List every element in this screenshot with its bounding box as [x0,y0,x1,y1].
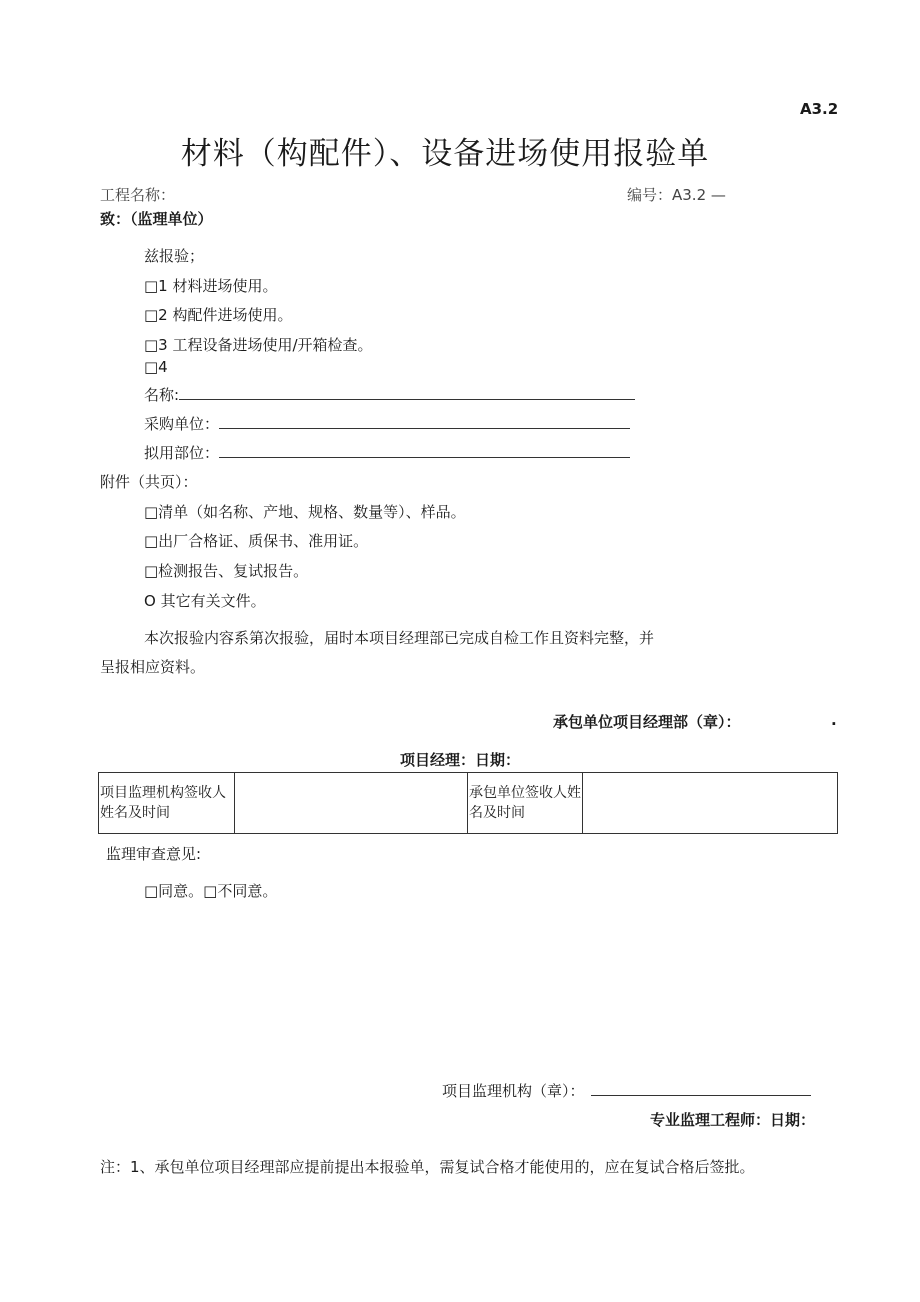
statement-line-2: 呈报相应资料。 [100,658,206,676]
table-row [99,773,838,834]
engineer-date-label: 专业监理工程师：日期： [650,1111,816,1129]
project-name-label: 工程名称： [100,186,176,204]
location-field-label: 拟用部位： [144,444,220,462]
review-decision-checkboxes[interactable]: □同意。□不同意。 [144,882,278,900]
form-number-label: 编号：A3.2 — [627,186,726,204]
supervision-seal-line[interactable] [591,1081,811,1096]
supervision-seal-row [442,1080,811,1101]
option-equipment-checkbox[interactable]: □3 工程设备进场使用/开箱检查。 [144,336,373,354]
footnote: 注：1、承包单位项目经理部应提前提出本报验单，需复试合格才能使用的，应在复试合格后签批。 [100,1158,755,1176]
name-field-line[interactable] [179,385,635,400]
form-code: A3.2 [800,100,839,118]
option-component-checkbox[interactable]: □2 构配件进场使用。 [144,306,293,324]
supervision-receiver-cell[interactable] [235,773,468,834]
intro-text: 兹报验； [144,247,205,265]
option-other-checkbox[interactable]: □4 [144,358,168,376]
sign-receipt-table [98,772,838,834]
page-title: 材料（构配件）、设备进场使用报验单 [180,136,710,172]
supervision-seal-label: 项目监理机构（章）： [442,1082,585,1100]
attachment-report-checkbox[interactable]: □检测报告、复试报告。 [144,562,309,580]
purchaser-field-line[interactable] [219,414,630,429]
attachment-other-checkbox[interactable]: O 其它有关文件。 [144,592,266,610]
addressee: 致：（监理单位） [100,210,213,228]
location-field-line[interactable] [219,443,630,458]
attachment-list-checkbox[interactable]: □清单（如名称、产地、规格、数量等）、样品。 [144,503,466,521]
location-field-row [144,442,630,463]
contractor-dept-label: 承包单位项目经理部（章）： [553,713,741,731]
supervision-receiver-label: 项目监理机构签收人姓名及时间 [99,773,235,834]
name-field-label: 名称: [144,386,180,404]
name-field-row [144,384,635,405]
contractor-receiver-cell[interactable] [583,773,838,834]
contractor-manager-date-label: 项目经理：日期： [400,751,521,769]
statement-line-1: 本次报验内容系第次报验，届时本项目经理部已完成自检工作且资料完整，并 [144,629,655,647]
purchaser-field-row [144,413,630,434]
option-material-checkbox[interactable]: □1 材料进场使用。 [144,277,278,295]
contractor-receiver-label: 承包单位签收人姓名及时间 [468,773,583,834]
purchaser-field-label: 采购单位： [144,415,220,433]
review-heading: 监理审查意见: [106,845,202,863]
contractor-dept-dot: . [831,711,837,729]
attachment-certificate-checkbox[interactable]: □出厂合格证、质保书、准用证。 [144,532,369,550]
attachments-heading: 附件（共页）： [100,473,198,491]
